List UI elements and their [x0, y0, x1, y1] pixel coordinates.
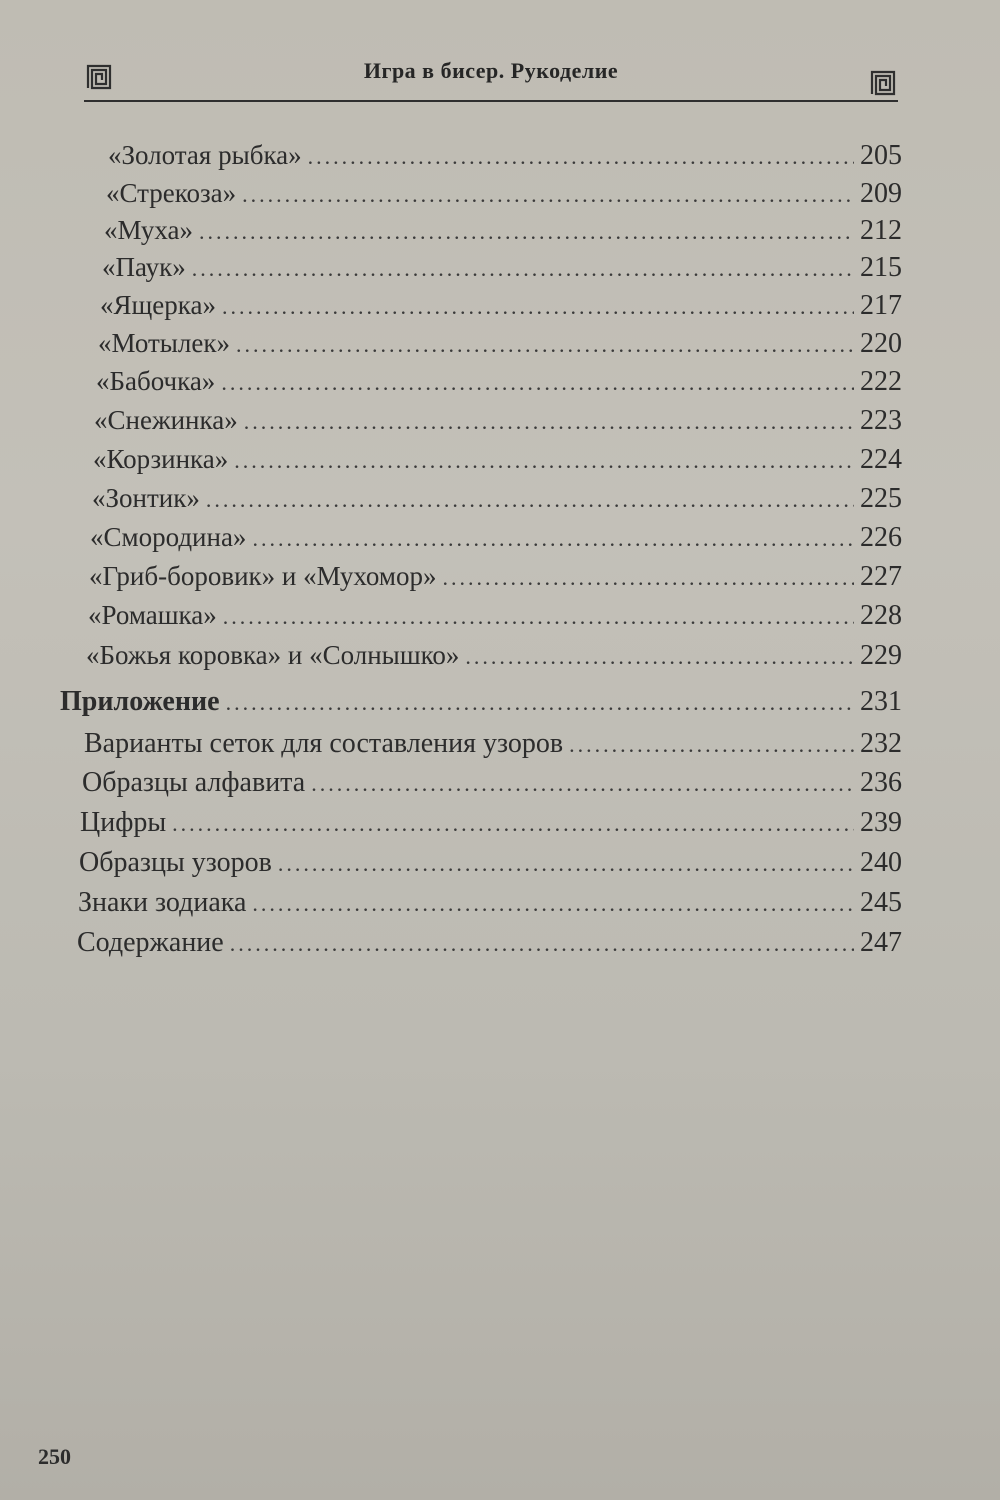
toc-entry-page: 209 [860, 178, 902, 209]
toc-entry-page: 225 [860, 483, 902, 514]
leader-dots [236, 332, 854, 358]
toc-entry-label: «Смородина» [90, 522, 247, 552]
leader-dots [221, 370, 854, 396]
toc-subentry-label: Образцы алфавита [82, 767, 306, 798]
leader-dots [308, 144, 854, 170]
toc-entry-page: 205 [860, 140, 902, 171]
leader-dots [244, 409, 854, 435]
toc-section-page: 231 [860, 686, 902, 717]
toc-entry[interactable] [106, 178, 902, 210]
leader-dots [252, 891, 854, 917]
toc-entry-page: 220 [860, 328, 902, 359]
toc-entry-label: «Стрекоза» [106, 178, 237, 208]
leader-dots [278, 851, 854, 877]
toc-entry[interactable] [98, 328, 902, 360]
toc-entry-page: 224 [860, 444, 902, 475]
toc-entry-label: «Зонтик» [92, 483, 200, 513]
toc-entry[interactable] [94, 405, 902, 437]
toc-entry-label: «Корзинка» [93, 444, 229, 474]
toc-entry-page: 223 [860, 405, 902, 436]
leader-dots [242, 182, 854, 208]
leader-dots [222, 294, 854, 320]
leader-dots [234, 448, 854, 474]
toc-subentry-page: 240 [860, 847, 902, 878]
toc-subentry[interactable] [77, 927, 902, 959]
greek-meander-icon [870, 70, 896, 96]
toc-entry-page: 215 [860, 252, 902, 283]
leader-dots [252, 526, 854, 552]
leader-dots [206, 487, 854, 513]
toc-subentry-page: 245 [860, 887, 902, 918]
leader-dots [311, 771, 854, 797]
toc-entry[interactable] [100, 290, 902, 322]
toc-subentry[interactable] [80, 807, 902, 839]
toc-entry[interactable] [104, 215, 902, 247]
toc-subentry-page: 247 [860, 927, 902, 958]
running-header [84, 56, 898, 102]
toc-entry-page: 227 [860, 561, 902, 592]
page-number: 250 [38, 1444, 71, 1469]
toc-subentry[interactable] [78, 887, 902, 919]
toc-subentry-label: Образцы узоров [79, 847, 272, 878]
toc-entry-page: 217 [860, 290, 902, 321]
toc-section-label: Приложение [60, 686, 220, 717]
toc-entry[interactable] [90, 522, 902, 554]
toc-entry-label: «Паук» [102, 252, 186, 282]
toc-entry[interactable] [93, 444, 902, 476]
leader-dots [223, 604, 854, 630]
leader-dots [192, 256, 854, 282]
toc-entry-label: «Снежинка» [94, 405, 238, 435]
toc-entry-label: «Гриб-боровик» и «Мухомор» [89, 561, 437, 591]
toc-entry-page: 229 [860, 640, 902, 671]
toc-section-appendix[interactable] [60, 686, 902, 718]
toc-subentry-page: 236 [860, 767, 902, 798]
leader-dots [569, 732, 854, 758]
toc-entry[interactable] [88, 600, 902, 632]
toc-entry-label: «Золотая рыбка» [108, 140, 302, 170]
toc-subentry-label: Знаки зодиака [78, 887, 247, 918]
toc-subentry-page: 232 [860, 728, 902, 759]
toc-subentry-label: Варианты сеток для составления узоров [84, 728, 564, 759]
toc-entry-page: 222 [860, 366, 902, 397]
toc-entry[interactable] [102, 252, 902, 284]
toc-entry[interactable] [96, 366, 902, 398]
leader-dots [226, 690, 854, 716]
leader-dots [172, 811, 854, 837]
toc-entry-page: 212 [860, 215, 902, 246]
toc-entry[interactable] [86, 640, 902, 672]
toc-subentry[interactable] [79, 847, 902, 879]
toc-subentry[interactable] [84, 728, 902, 760]
toc-entry-page: 228 [860, 600, 902, 631]
toc-subentry-page: 239 [860, 807, 902, 838]
toc-entry-label: «Божья коровка» и «Солнышко» [86, 640, 460, 670]
toc-entry-label: «Ромашка» [88, 600, 217, 630]
toc-entry-label: «Муха» [104, 215, 193, 245]
toc-subentry-label: Содержание [77, 927, 224, 958]
toc-entry[interactable] [89, 561, 902, 593]
running-header-title: Игра в бисер. Рукоделие [363, 58, 619, 83]
leader-dots [199, 219, 854, 245]
toc-entry-label: «Мотылек» [98, 328, 230, 358]
toc-entry-page: 226 [860, 522, 902, 553]
leader-dots [442, 565, 854, 591]
toc-subentry-label: Цифры [80, 807, 167, 838]
toc-entry[interactable] [108, 140, 902, 172]
leader-dots [465, 644, 854, 670]
toc-subentry[interactable] [82, 767, 902, 799]
toc-entry-label: «Бабочка» [96, 366, 216, 396]
leader-dots [230, 931, 854, 957]
toc-entry[interactable] [92, 483, 902, 515]
toc-entry-label: «Ящерка» [100, 290, 216, 320]
